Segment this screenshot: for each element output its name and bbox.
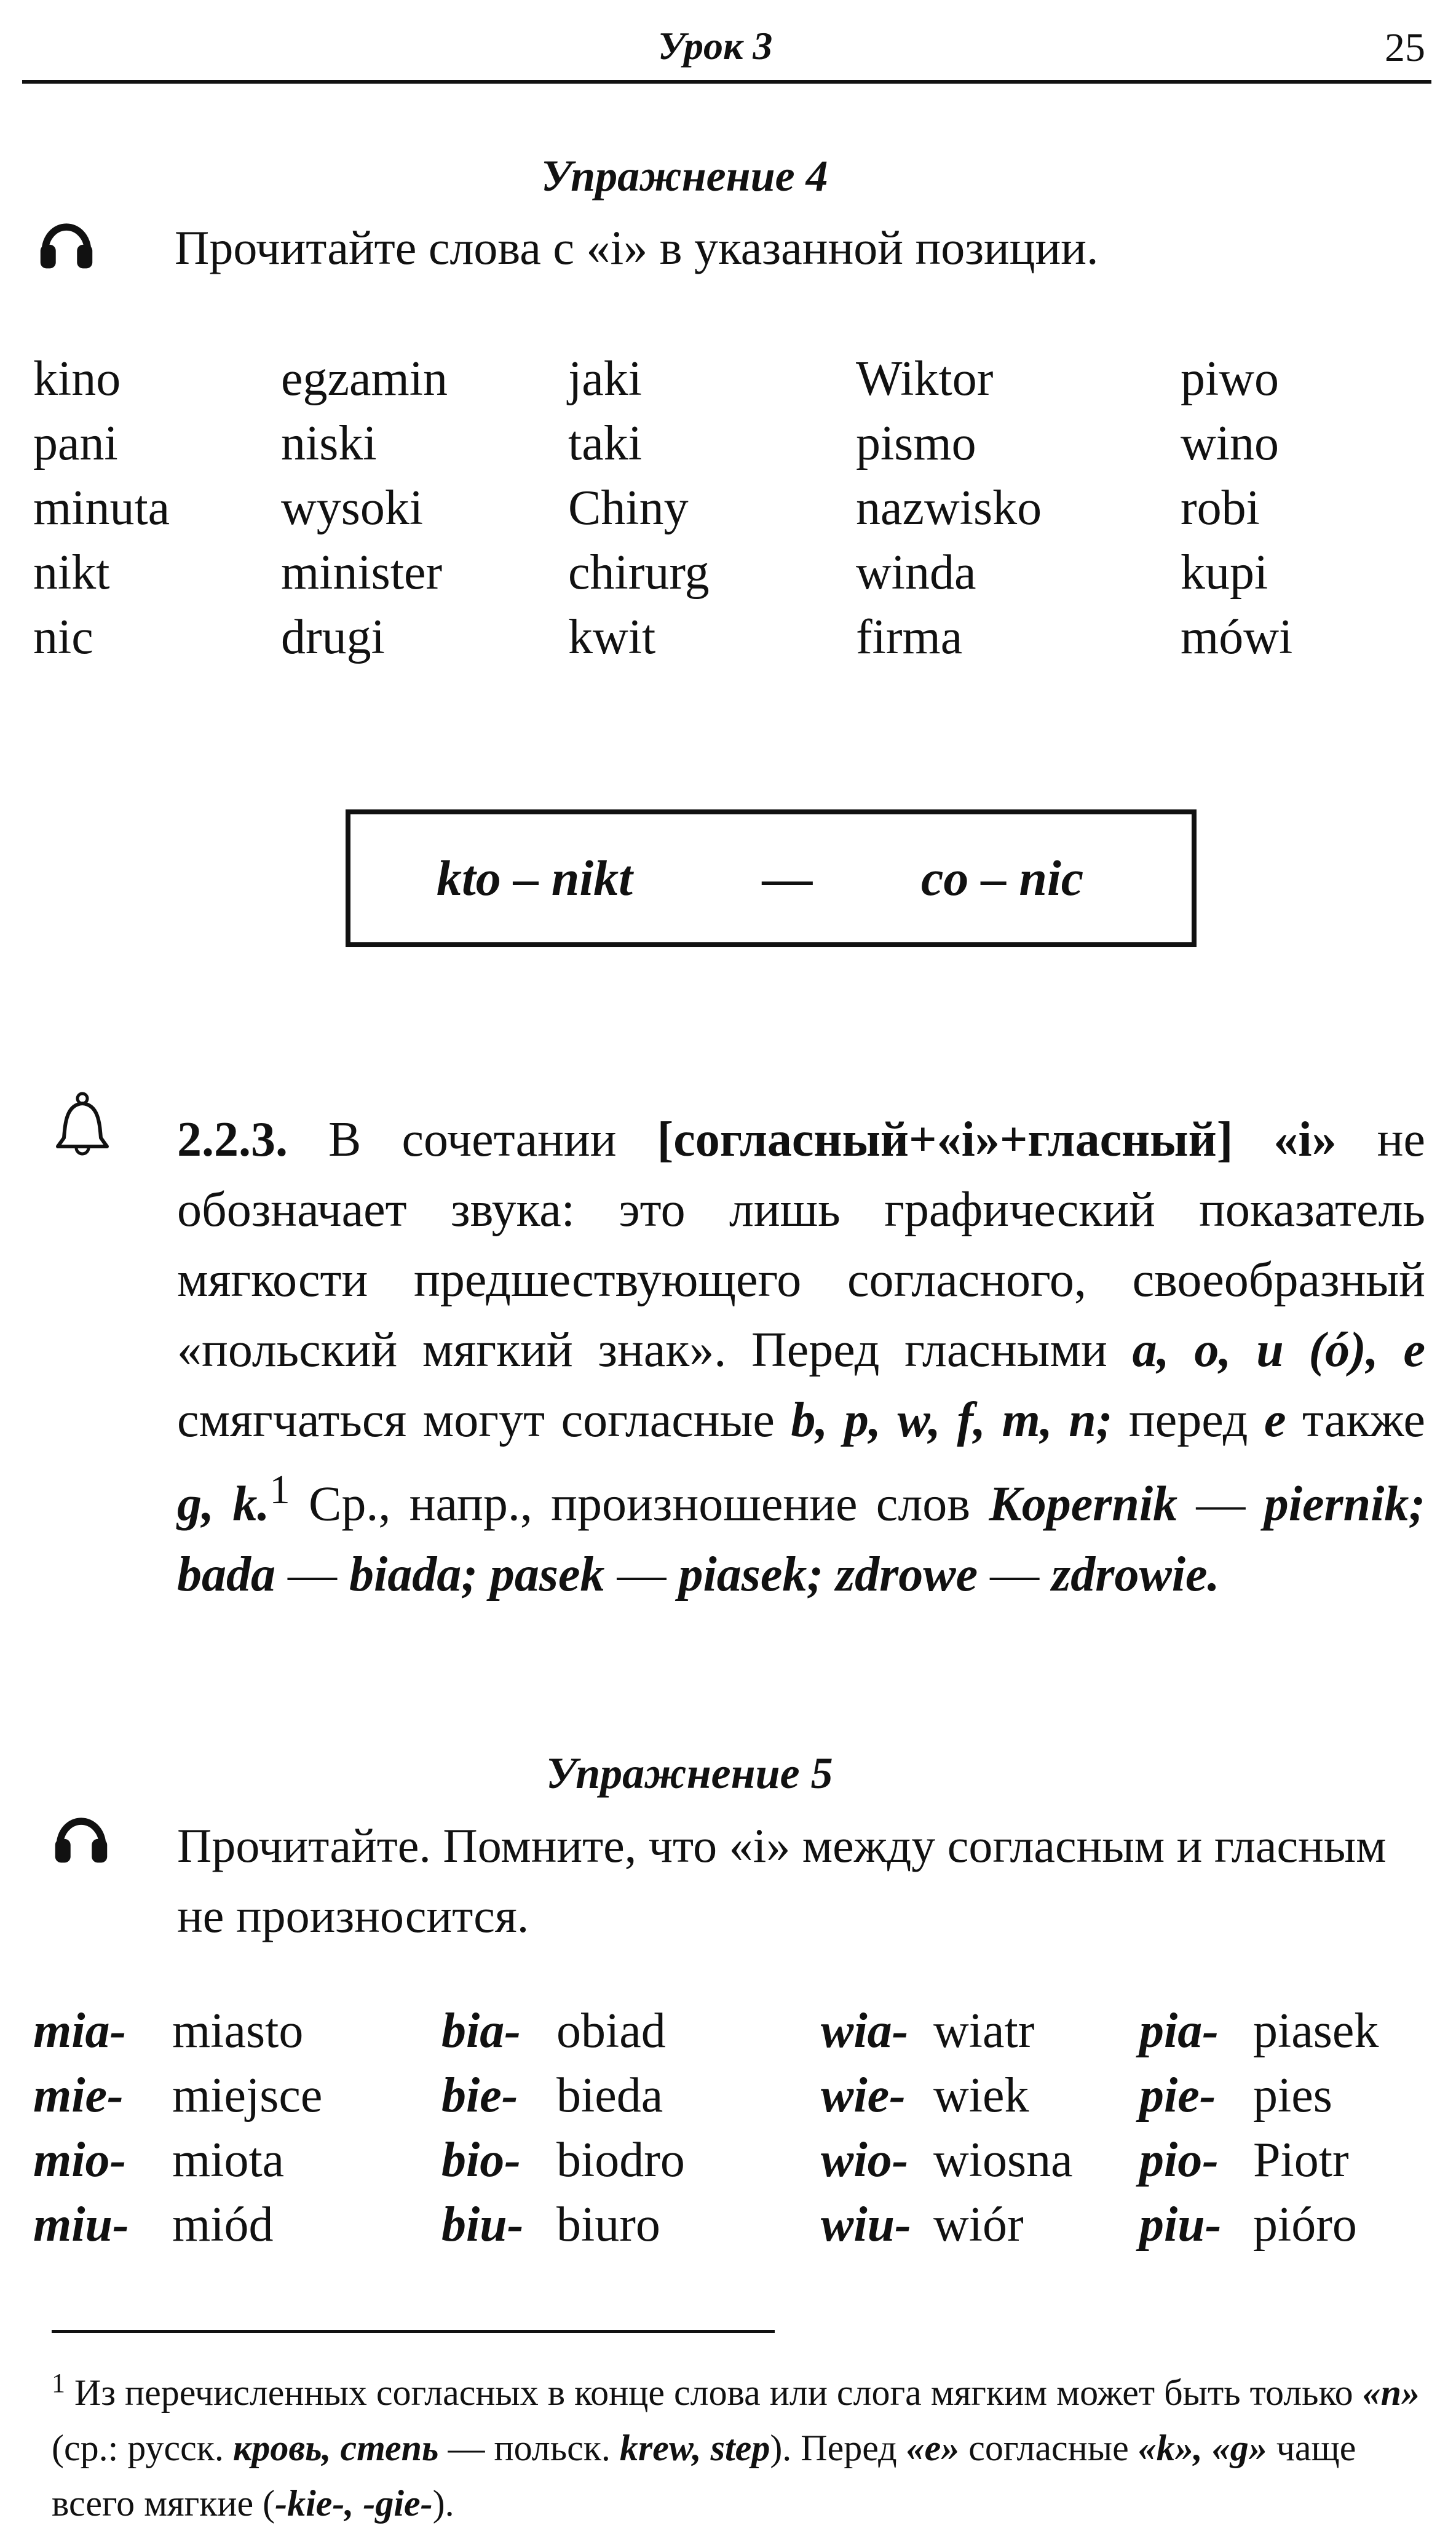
word: piasek <box>1253 2004 1379 2058</box>
word: niski <box>281 416 377 471</box>
word: miasto <box>172 2004 304 2058</box>
rule-text: также <box>1286 1393 1426 1447</box>
syllable: bio- <box>441 2133 521 2187</box>
word: egzamin <box>281 352 448 406</box>
syllable: pie- <box>1139 2068 1216 2123</box>
footnote-text: Из перечисленных согласных в конце слова или слога мягким может быть только <box>65 2372 1363 2413</box>
word: jaki <box>568 352 642 406</box>
footnote-text: (ср.: русск. <box>52 2428 233 2468</box>
rule-text: Ср., напр., произношение слов <box>290 1477 989 1532</box>
example-word: piernik; <box>1264 1477 1426 1532</box>
table-row <box>33 347 1365 411</box>
footnote-text: чаще всего мягкие ( <box>52 2428 1356 2524</box>
example-word: bada <box>177 1547 275 1602</box>
table-row <box>33 476 1365 541</box>
word: kino <box>33 352 121 406</box>
table-row <box>33 2064 1456 2128</box>
footnote-suffixes: -kie-, -gie- <box>275 2483 433 2524</box>
footnote-russian-examples: кровь, степь <box>232 2428 439 2468</box>
table-row <box>33 605 1365 670</box>
example-word: zdrowie. <box>1051 1547 1220 1602</box>
word: kwit <box>568 610 656 664</box>
example-separator: — <box>604 1547 679 1602</box>
headphones-icon <box>52 1808 111 1870</box>
word: kupi <box>1181 546 1268 600</box>
word: Piotr <box>1253 2133 1349 2187</box>
syllable: miu- <box>33 2198 129 2252</box>
word: drugi <box>281 610 385 664</box>
word: pies <box>1253 2068 1332 2123</box>
example-separator: — <box>1177 1477 1264 1532</box>
exercise-4-instruction: Прочитайте слова с «i» в указанной позиции. <box>175 221 1099 274</box>
syllable: mia- <box>33 2004 127 2058</box>
word: miota <box>172 2133 285 2187</box>
syllable: wiu- <box>821 2198 911 2252</box>
rule-text: не обозначает звука: это лишь графический показатель мягкости предшествующего согласного, своеобразный «польский мягкий знак». Перед гласными <box>177 1113 1426 1377</box>
word: biuro <box>556 2198 660 2252</box>
exercise-5-instruction: Прочитайте. Помните, что «i» между согласным и гласным не произносится. <box>177 1819 1387 1942</box>
word: miejsce <box>172 2068 323 2123</box>
rule-vowel-e: e <box>1264 1393 1286 1447</box>
example-separator: — <box>275 1547 349 1602</box>
page-number: 25 <box>1385 25 1425 70</box>
word: taki <box>568 416 642 471</box>
syllable: biu- <box>441 2198 524 2252</box>
rule-2-2-3-paragraph <box>177 1105 1425 1610</box>
footnote-polish-examples: krew, step <box>619 2428 770 2468</box>
word: biodro <box>556 2133 685 2187</box>
word: minuta <box>33 481 170 535</box>
syllable: piu- <box>1139 2198 1222 2252</box>
exercise-5-syllable-table <box>33 1999 1456 2257</box>
footnote-text: — польск. <box>438 2428 620 2468</box>
bell-icon <box>52 1091 113 1162</box>
word: chirurg <box>568 546 710 600</box>
example-word: zdrowe <box>823 1547 978 1602</box>
footnote-text: ). <box>432 2483 454 2524</box>
example-word: biada; pasek <box>349 1547 605 1602</box>
syllable: bia- <box>441 2004 521 2058</box>
table-row <box>33 411 1365 476</box>
word: wiór <box>933 2198 1024 2252</box>
word: wino <box>1181 416 1279 471</box>
kto-nikt-co-nic-box <box>346 809 1197 947</box>
example-word: piasek; <box>678 1547 824 1602</box>
word: miód <box>172 2198 274 2252</box>
word: pani <box>33 416 118 471</box>
syllable: wia- <box>821 2004 909 2058</box>
footnote-text: ). Перед <box>770 2428 906 2468</box>
word: nic <box>33 610 93 664</box>
table-row <box>33 1999 1456 2064</box>
rule-text: В сочетании <box>288 1113 657 1167</box>
footnote-text: согласные <box>959 2428 1138 2468</box>
example-separator: — <box>978 1547 1052 1602</box>
syllable: mio- <box>33 2133 127 2187</box>
footnote-reference: 1 <box>269 1468 290 1512</box>
word: wysoki <box>281 481 424 535</box>
word: obiad <box>556 2004 666 2058</box>
word: wiek <box>933 2068 1029 2123</box>
rule-formula: [согласный+«i»+гласный] «i» <box>657 1113 1337 1167</box>
word: nikt <box>33 546 110 600</box>
word: pióro <box>1253 2198 1357 2252</box>
header-rule <box>22 80 1431 84</box>
syllable: bie- <box>441 2068 518 2123</box>
word: wiosna <box>933 2133 1073 2187</box>
footnote-letters: «k», «g» <box>1138 2428 1267 2468</box>
headphones-icon <box>37 214 96 276</box>
rule-text: смягчаться могут согласные <box>177 1393 791 1447</box>
word: mówi <box>1181 610 1293 664</box>
word: winda <box>856 546 976 600</box>
rule-vowels: a, o, u (ó), e <box>1132 1323 1426 1377</box>
syllable: pio- <box>1139 2133 1219 2187</box>
table-row <box>33 2193 1456 2257</box>
footnote-mark: 1 <box>52 2368 65 2398</box>
rule-consonants: b, p, w, f, m, n; <box>791 1393 1113 1447</box>
word: robi <box>1181 481 1260 535</box>
exercise-4-word-table <box>33 347 1365 670</box>
exercise-4-title: Упражнение 4 <box>541 151 828 201</box>
page-header-title: Урок 3 <box>658 24 773 68</box>
box-dash: — <box>762 850 813 906</box>
word: piwo <box>1181 352 1279 406</box>
word: pismo <box>856 416 976 471</box>
box-left-pair: kto – nikt <box>437 850 633 906</box>
word: bieda <box>556 2068 663 2123</box>
rule-consonants-gk: g, k. <box>177 1477 270 1532</box>
box-right-pair: co – nic <box>921 850 1084 906</box>
syllable: wie- <box>821 2068 906 2123</box>
table-row <box>33 2128 1456 2193</box>
word: nazwisko <box>856 481 1042 535</box>
word: Chiny <box>568 481 689 535</box>
word: minister <box>281 546 443 600</box>
word: Wiktor <box>856 352 994 406</box>
syllable: mie- <box>33 2068 124 2123</box>
word: wiatr <box>933 2004 1035 2058</box>
syllable: wio- <box>821 2133 909 2187</box>
syllable: pia- <box>1139 2004 1219 2058</box>
footnote-rule <box>52 2330 775 2333</box>
rule-number: 2.2.3. <box>177 1113 288 1167</box>
footnote-letter: «e» <box>906 2428 960 2468</box>
exercise-5-title: Упражнение 5 <box>546 1749 833 1798</box>
footnote-letter: «n» <box>1362 2372 1420 2413</box>
example-word: Kopernik <box>989 1477 1178 1532</box>
footnote <box>52 2356 1429 2531</box>
rule-text: перед <box>1112 1393 1264 1447</box>
table-row <box>33 541 1365 605</box>
word: firma <box>856 610 963 664</box>
